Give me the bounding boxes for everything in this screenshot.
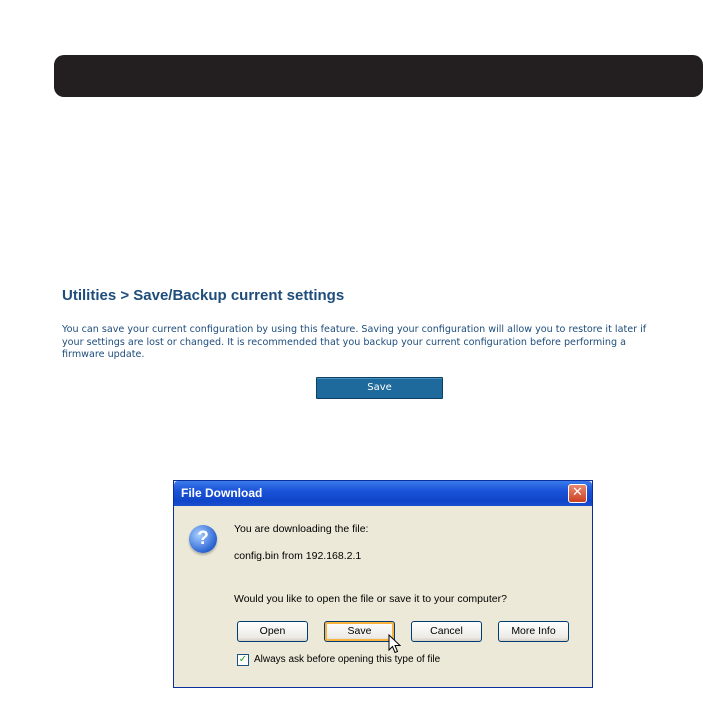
save-button[interactable]: Save [316,377,443,399]
mouse-cursor-icon [388,634,402,654]
file-download-dialog [173,480,593,688]
open-button[interactable]: Open [237,621,308,642]
dialog-question: Would you like to open the file or save it to your computer? [234,593,507,605]
cancel-button[interactable]: Cancel [411,621,482,642]
dialog-file-source: config.bin from 192.168.2.1 [234,550,362,562]
dialog-message: You are downloading the file: [234,523,369,535]
more-info-button[interactable]: More Info [498,621,569,642]
page-title: Utilities > Save/Backup current settings [62,287,345,304]
header-bar [54,55,703,97]
description-text: You can save your current configuration by using this feature. Saving your configuration will allow you to restore it later if your settings are lost or changed. It is recommended that you backup your current configuration before performing a firmware update. [62,324,647,360]
close-icon[interactable]: ✕ [568,484,587,503]
dialog-title-bar[interactable] [174,481,592,506]
dialog-save-button[interactable]: Save [324,621,395,642]
checkbox-label: Always ask before opening this type of file [254,654,441,665]
dialog-title: File Download [181,486,263,500]
always-ask-checkbox[interactable]: ✓ [238,654,248,665]
question-icon: ? [189,525,217,553]
